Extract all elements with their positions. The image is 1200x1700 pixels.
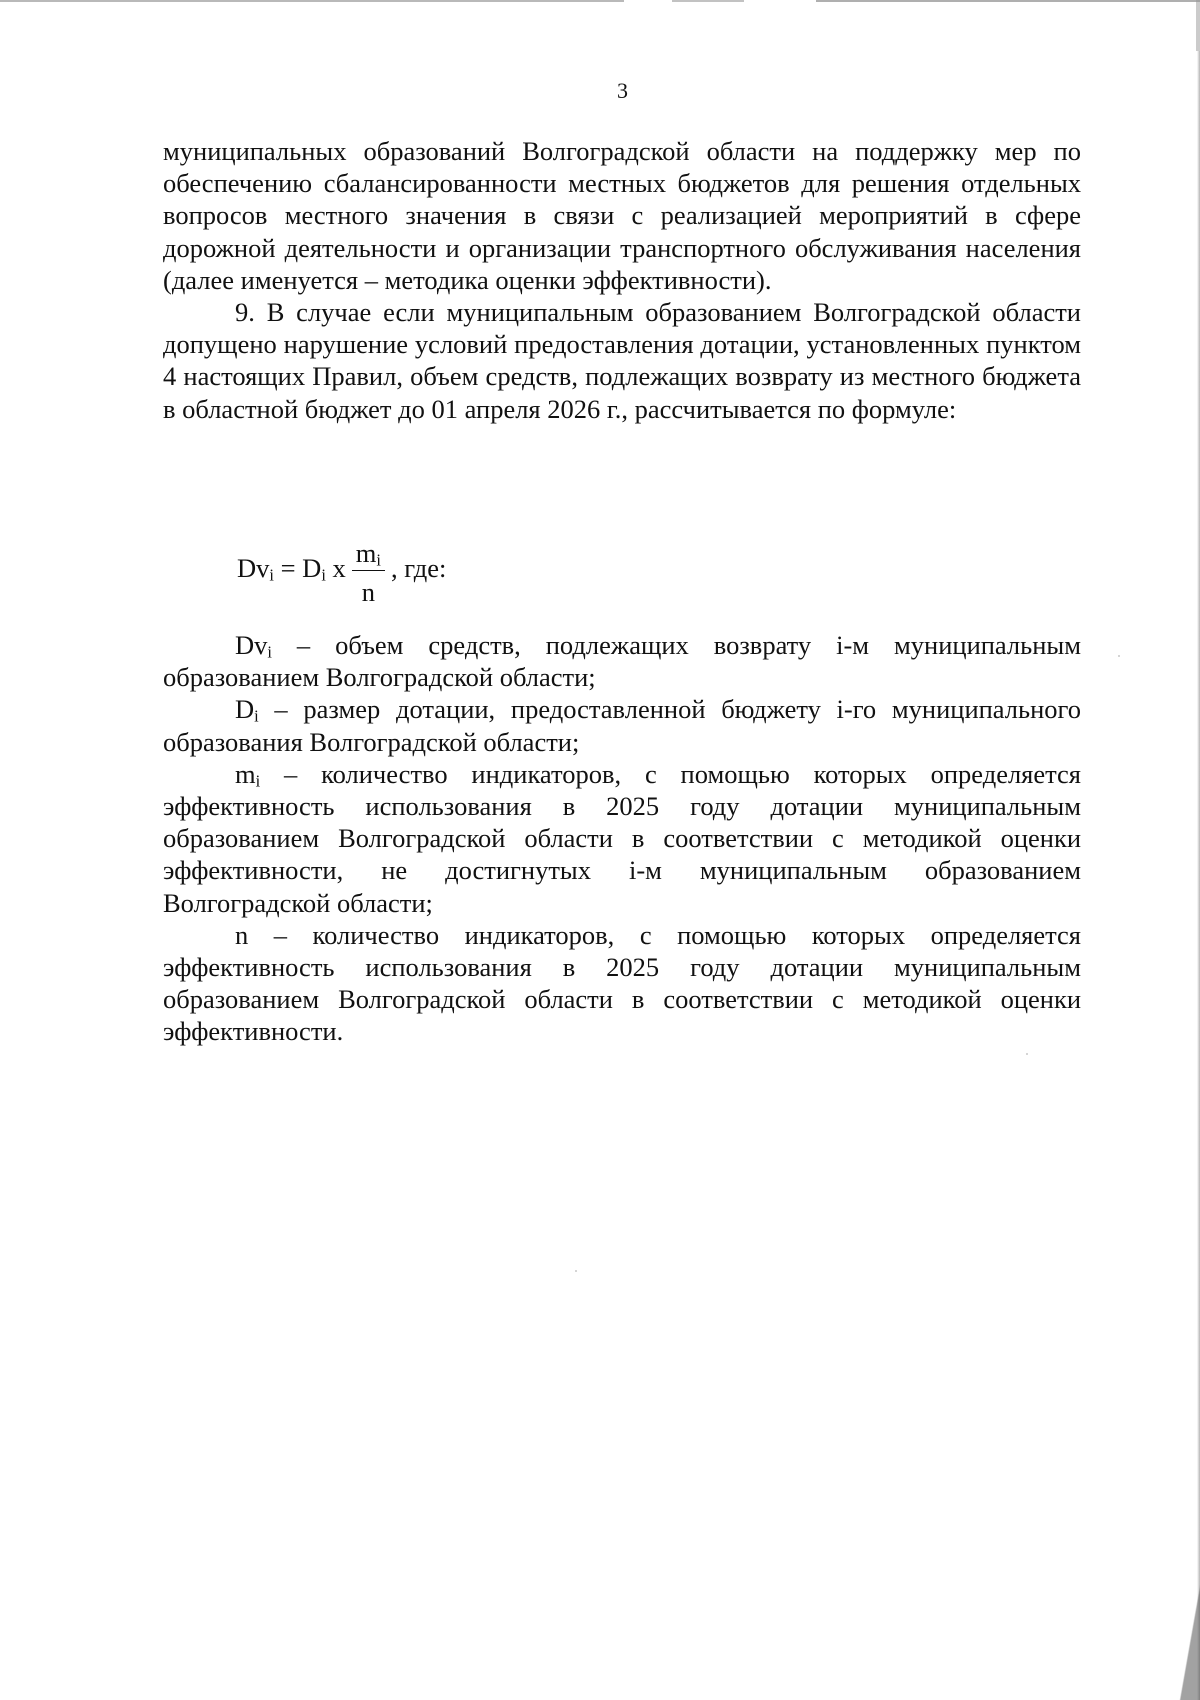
scan-speck — [1026, 1053, 1028, 1055]
formula-numerator: $m_i$ — [352, 540, 385, 571]
paragraph-continuation: муниципальных образований Волгоградской области на поддержку мер по обеспечению сбалансированности местных бюджетов для решения отдельных вопросов местного значения в связи с реализацией мероприятий в сфере дорожной деятельности и организации транспортного обслуживания населения (далее именуется – методика оценки эффективности). — [163, 136, 1081, 295]
scan-speck — [1118, 655, 1120, 657]
definition-symbol: $Dv_i$ — [235, 630, 272, 662]
formula-suffix: , где: — [390, 553, 447, 584]
definition-n — [163, 919, 1081, 1048]
scan-edge-top — [0, 0, 1200, 2]
text-block-top — [163, 135, 1081, 425]
formula-denominator: n — [361, 576, 375, 607]
definitions-block — [163, 629, 1081, 1048]
definition-symbol: $D_i$ — [235, 694, 259, 727]
definition-m — [163, 758, 1081, 919]
definition-text: – количество индикаторов, с помощью которых определяется эффективность использования в 2025 году дотации муниципальным образованием Волгоградской области в соответствии с методикой оценки эффективности, не достигнутых i-м муниципальным образованием Волгоградской области; — [163, 758, 1081, 918]
definition-text: – объем средств, подлежащих возврату i-м муниципальным образованием Волгоградской области; — [163, 630, 1081, 693]
definition-symbol: $m_i$ — [235, 758, 261, 791]
formula — [237, 536, 447, 607]
formula-times: x — [332, 553, 346, 584]
definition-text: – количество индикаторов, с помощью которых определяется эффективность использования в 2025 году дотации муниципальным образованием Волгоградской области в соответствии с методикой оценки эффективности. — [163, 919, 1081, 1047]
definition-symbol: n — [235, 919, 249, 950]
formula-equals: = — [280, 553, 296, 584]
formula-lhs: $Dv_i$ — [237, 553, 274, 585]
definition-text: – размер дотации, предоставленной бюджету i-го муниципального образования Волгоградской области; — [163, 694, 1081, 757]
definition-d — [163, 693, 1081, 757]
formula-factor: $D_i$ — [302, 553, 326, 585]
definition-dv — [163, 629, 1081, 693]
scan-edge-right — [1196, 0, 1200, 1700]
scan-speck — [575, 1270, 577, 1272]
formula-fraction — [352, 540, 385, 605]
scan-edge-right-lower — [1170, 1480, 1200, 1700]
paragraph-item-9: 9. В случае если муниципальным образованием Волгоградской области допущено нарушение условий предоставления дотации, установленных пунктом 4 настоящих Правил, объем средств, подлежащих возврату из местного бюджета в областной бюджет до 01 апреля 2026 г., рассчитывается по формуле: — [163, 297, 1081, 424]
page-number: 3 — [617, 78, 628, 103]
